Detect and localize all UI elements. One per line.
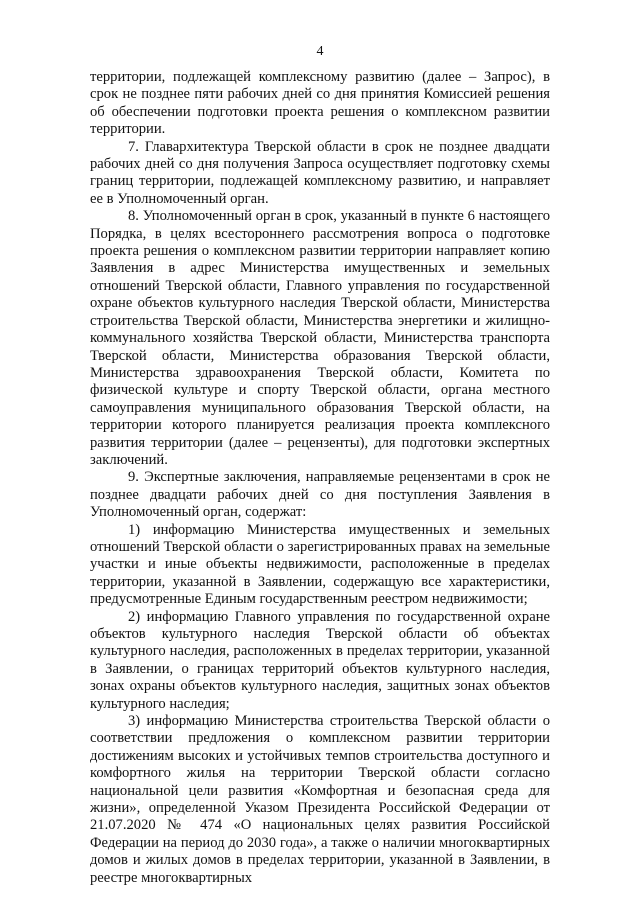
paragraph-item-7: 7. Главархитектура Тверской области в срок не позднее двадцати рабочих дней со дня получения Запроса осуществляет подготовку схемы границ территории, подлежащей комплексному развитию, и направляет ее в Уполномоченный орган. — [90, 138, 550, 207]
subparagraph-1: 1) информацию Министерства имущественных и земельных отношений Тверской области о зарегистрированных правах на земельные участки и иные объекты недвижимости, расположенные в пределах территории, указанной в Заявлении, содержащую все характеристики, предусмотренные Единым государственным реестром недвижимости; — [90, 521, 550, 608]
subparagraph-3: 3) информацию Министерства строительства Тверской области о соответствии предложения о комплексном развитии территории достижениям высоких и устойчивых темпов строительства доступного и комфортного жилья на территории Тверской области согласно национальной цели развития «Комфортная и безопасная среда для жизни», определенной Указом Президента Российской Федерации от 21.07.2020 № 474 «О национальных целях развития Российской Федерации на период до 2030 года», а также о наличии многоквартирных домов и жилых домов в пределах территории, указанной в Заявлении, в реестре многоквартирных — [90, 713, 550, 886]
paragraph-item-8: 8. Уполномоченный орган в срок, указанный в пункте 6 настоящего Порядка, в целях всестороннего рассмотрения вопроса о подготовке проекта решения о комплексном развитии территории направляет копию Заявления в адрес Министерства имущественных и земельных отношений Тверской области, Главного управления по государственной охране объектов культурного наследия Тверской области, Министерства строительства Тверской области, Министерства энергетики и жилищно-коммунального хозяйства Тверской области, Министерства транспорта Тверской области, Министерства образования Тверской области, Министерства здравоохранения Тверской области, Комитета по физической культуре и спорту Тверской области, органа местного самоуправления муниципального образования Тверской области, на территории которого планируется реализация проекта комплексного развития территории (далее – рецензенты), для подготовки экспертных заключений. — [90, 208, 550, 468]
document-body — [90, 69, 550, 887]
paragraph-continuation: территории, подлежащей комплексному развитию (далее – Запрос), в срок не позднее пяти рабочих дней со дня принятия Комиссией решения об обеспечении подготовки проекта решения о комплексном развитии территории. — [90, 69, 550, 138]
paragraph-item-9: 9. Экспертные заключения, направляемые рецензентами в срок не позднее двадцати рабочих дней со дня поступления Заявления в Уполномоченный орган, содержат: — [90, 469, 550, 521]
page-number: 4 — [316, 44, 324, 59]
subparagraph-2: 2) информацию Главного управления по государственной охране объектов культурного наследия Тверской области об объектах культурного наследия, расположенных в пределах территории, указанной в Заявлении, о границах территорий объектов культурного наследия, зонах охраны объектов культурного наследия, защитных зонах объектов культурного наследия; — [90, 608, 550, 712]
